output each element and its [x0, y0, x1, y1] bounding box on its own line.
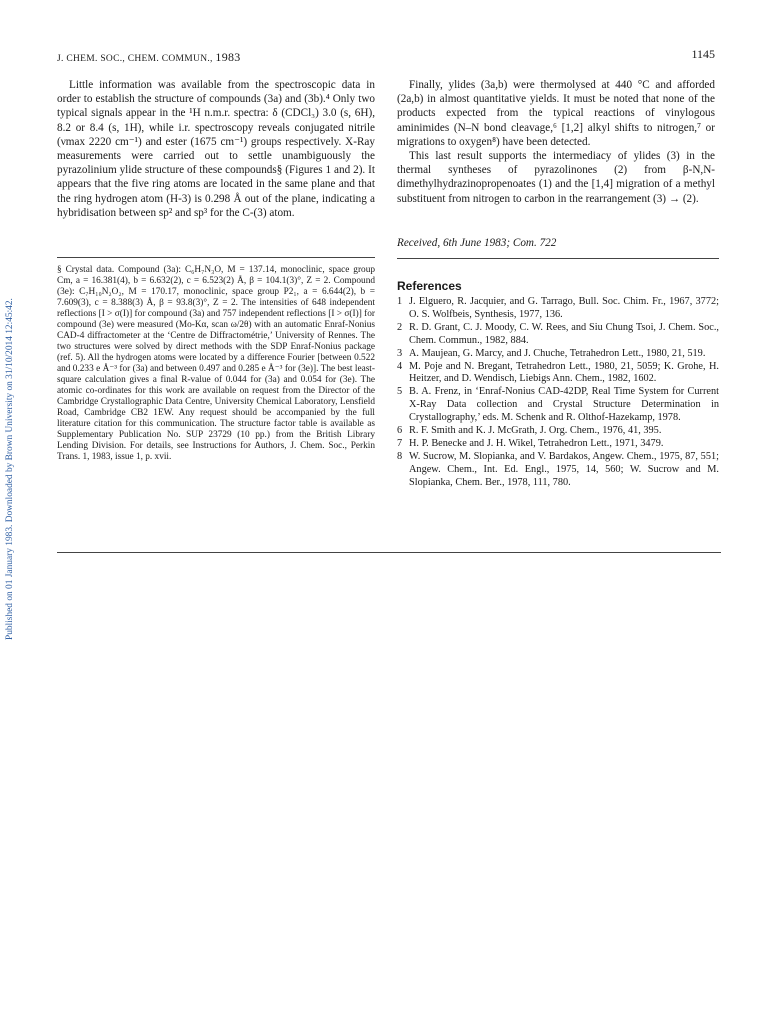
- references-heading: References: [397, 279, 462, 293]
- references-rule: [397, 258, 719, 259]
- page-end-rule: [57, 552, 721, 553]
- journal-year: 1983: [215, 50, 241, 64]
- page-number: 1145: [691, 47, 715, 61]
- reference-number: 3: [397, 347, 403, 359]
- download-watermark: Published on 01 January 1983. Downloaded by Brown University on 31/10/2014 12:45:42.: [5, 298, 15, 640]
- reference-item: [397, 386, 719, 425]
- reference-number: 6: [397, 425, 403, 437]
- right-column: [397, 78, 715, 206]
- left-column: [57, 78, 375, 220]
- reference-text: A. Maujean, G. Marcy, and J. Chuche, Tetrahedron Lett., 1980, 21, 519.: [409, 347, 706, 359]
- reference-number: 4: [397, 360, 403, 372]
- footnote-block: [57, 265, 375, 463]
- reference-text: R. D. Grant, C. J. Moody, C. W. Rees, and Siu Chung Tsoi, J. Chem. Soc., Chem. Commun., 1982, 884.: [409, 321, 719, 346]
- right-paragraph-2: This last result supports the intermediacy of ylides (3) in the thermal syntheses of pyrazolinones (2) from β-N,N-dimethylhydrazinopropenoates (1) and the [1,4] migration of a methyl substituent from nitrogen to carbon in the rearrangement (3) → (2).: [397, 150, 715, 205]
- reference-text: J. Elguero, R. Jacquier, and G. Tarrago, Bull. Soc. Chim. Fr., 1967, 3772; O. S. Wolfbeis, Synthesis, 1977, 136.: [409, 296, 719, 320]
- reference-item: [397, 451, 719, 490]
- reference-list: [397, 296, 719, 490]
- left-paragraph-1: Little information was available from the spectroscopic data in order to establish the structure of compounds (3a) and (3b).⁴ Only two typical signals appear in the ¹H n.m.r. spectra: δ (CDCl₃) 3.0 (s, 6H), 8.2 or 8.4 (s, 1H), while i.r. spectroscopy reveals conjugated nitrile (νmax 2220 cm⁻¹) and ester (1675 cm⁻¹) groups respectively. X-Ray measurements were carried out to settle unambiguously the pyrazolinium ylide structure of these compounds§ (Figures 1 and 2). It appears that the five ring atoms are located in the same plane and that the ring hydrogen atom (H-3) is 0.298 Å out of the plane, indicating a hybridisation between sp² and sp³ for the C-(3) atom.: [57, 79, 375, 219]
- reference-item: [397, 296, 719, 322]
- crystal-data-footnote: § Crystal data. Compound (3a): C₆H₇N₃O, M = 137.14, monoclinic, space group Cm, a = 16.381(4), b = 6.632(2), c = 6.523(2) Å, β = 104.1(3)°, Z = 2. Compound (3e): C₇H₁₀N₂O₂, M = 170.17, monoclinic, space group P2₁, a = 6.644(2), b = 7.609(3), c = 8.388(3) Å, β = 93.8(3)°, Z = 2. The intensities of 648 independent reflections [I > σ(I)] for compound (3a) and 757 independent reflections [I > σ(I)] for compound (3e) were measured (Mo-Kα, scan ω/2θ) with an automatic Enraf-Nonius CAD-4 diffractometer at the ‘Centre de Diffractométrie,’ University of Rennes. The two structures were solved by direct methods with the SDP Enraf-Nonius package (ref. 5). All the hydrogen atoms were located by a difference Fourier [between 0.522 and 0.233 e Å⁻³ for (3a) and between 0.497 and 0.285 e Å⁻³ for (3e)]. The best least-square calculation gives a final R-value of 0.044 for (3a) and 0.054 for (3e). The atomic co-ordinates for this work are available on request from the Director of the Cambridge Crystallographic Data Centre, University Chemical Laboratory, Lensfield Road, Cambridge CB2 1EW. Any request should be accompanied by the full literature citation for this communication. The structure factor table is available as Supplementary Publication No. SUP 23729 (10 pp.) from the British Library Lending Division. For details, see Instructions for Authors, J. Chem. Soc., Perkin Trans. 1, 1983, issue 1, p. xvii.: [57, 265, 375, 462]
- reference-item: [397, 361, 719, 387]
- received-line: [397, 237, 715, 249]
- reference-text: W. Sucrow, M. Slopianka, and V. Bardakos, Angew. Chem., 1975, 87, 551; Angew. Chem., Int. Ed. Engl., 1975, 14, 560; W. Sucrow and M. Slopianka, Chem. Ber., 1978, 111, 780.: [409, 450, 719, 488]
- reference-item: [397, 438, 719, 451]
- reference-text: M. Poje and N. Bregant, Tetrahedron Lett., 1980, 21, 5059; K. Grohe, H. Heitzer, and D. Wendisch, Liebigs Ann. Chem., 1982, 1602.: [409, 360, 719, 385]
- reference-number: 7: [397, 437, 403, 449]
- reference-item: [397, 425, 719, 438]
- received-date: Received, 6th June 1983; Com. 722: [397, 237, 557, 249]
- reference-number: 1: [397, 296, 403, 307]
- reference-item: [397, 348, 719, 361]
- reference-text: R. F. Smith and K. J. McGrath, J. Org. Chem., 1976, 41, 395.: [409, 425, 662, 437]
- reference-number: 2: [397, 321, 403, 333]
- running-header: [57, 50, 241, 65]
- reference-number: 8: [397, 450, 403, 462]
- reference-item: [397, 322, 719, 348]
- footnote-rule: [57, 257, 375, 258]
- reference-number: 5: [397, 386, 403, 398]
- journal-name: J. CHEM. SOC., CHEM. COMMUN.,: [57, 54, 216, 64]
- right-paragraph-1: Finally, ylides (3a,b) were thermolysed at 440 °C and afforded (2a,b) in almost quantitative yields. It must be noted that none of the products expected from the typical reactions of vinylogous aminimides (N–N bond cleavage,⁶ [1,2] alkyl shifts to nitrogen,⁷ or migrations to oxygen⁸) have been detected.: [397, 79, 715, 148]
- reference-text: B. A. Frenz, in ‘Enraf-Nonius CAD-42DP, Real Time System for Current X-Ray Data collection and Crystal Structure Determination in Crystallography,’ eds. M. Schenk and R. Olthof-Hazekamp, 1978.: [409, 386, 719, 424]
- reference-text: H. P. Benecke and J. H. Wikel, Tetrahedron Lett., 1971, 3479.: [409, 437, 664, 449]
